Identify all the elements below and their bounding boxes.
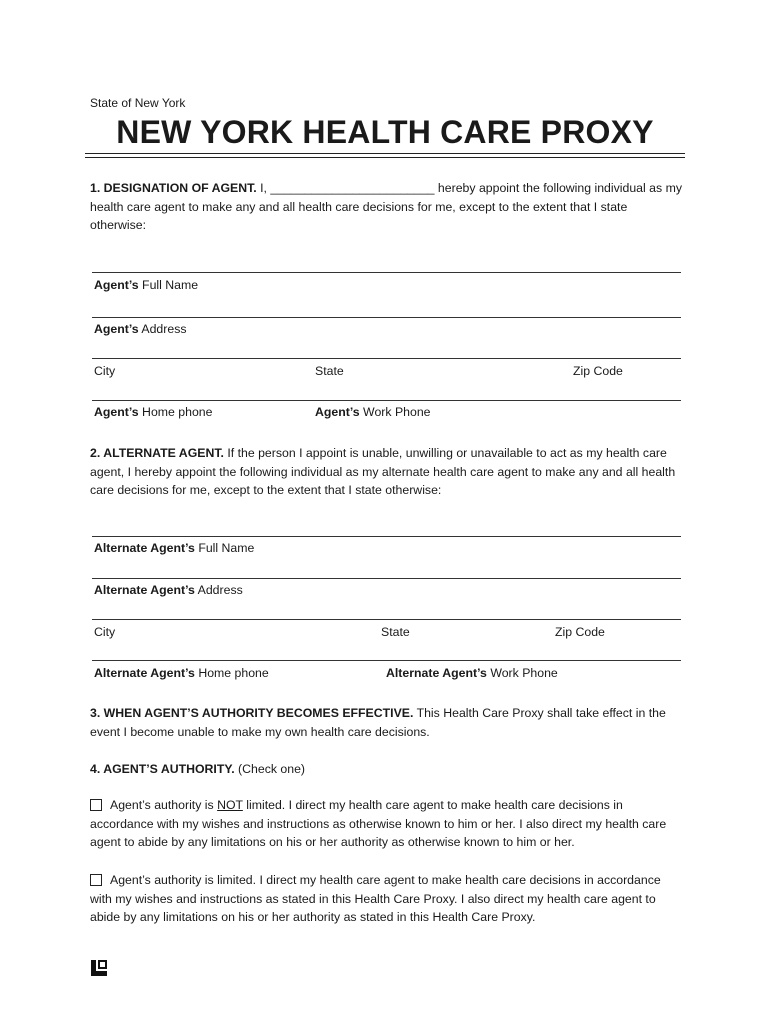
authority-option-limited — [90, 871, 682, 927]
state-label: State of New York — [90, 96, 186, 110]
designation-of-agent-paragraph — [90, 179, 682, 235]
agent-full-name-label — [94, 278, 198, 292]
label-text: Work Phone — [359, 405, 431, 419]
section-heading: 3. WHEN AGENT’S AUTHORITY BECOMES EFFECTIVE. — [90, 706, 414, 720]
alternate-city-state-zip-line[interactable] — [92, 619, 681, 620]
label-bold: Agent’s — [94, 322, 139, 336]
label-text: Address — [138, 322, 187, 336]
label-bold: Alternate Agent’s — [94, 666, 195, 680]
alternate-agent-text: If the person I appoint is unable, unwilling or unavailable to act as my health care agent, I hereby appoint the following individual as my alternate health care agent to make any and all health care decisions for me, except to the extent that I state otherwise: — [90, 446, 676, 498]
label-text: Home phone — [194, 666, 269, 680]
agent-work-phone-label — [315, 405, 431, 419]
alternate-full-name-label — [94, 541, 254, 555]
agent-city-state-zip-line[interactable] — [92, 358, 681, 359]
agent-zip-label: Zip Code — [573, 364, 623, 378]
designation-text: I, ________________________ hereby appoint the following individual as my health care agent to make any and all health care decisions for me, except to the extent that I state otherwise: — [90, 181, 682, 233]
alternate-home-phone-label — [94, 666, 269, 680]
alternate-address-label — [94, 583, 243, 597]
agent-phone-line[interactable] — [92, 400, 681, 401]
label-bold: Agent’s — [315, 405, 360, 419]
section-heading: 1. DESIGNATION OF AGENT. — [90, 181, 257, 195]
not-limited-checkbox[interactable] — [90, 799, 102, 811]
authority-option-not-limited — [90, 796, 682, 852]
agent-authority-heading — [90, 760, 682, 779]
alternate-agent-paragraph — [90, 444, 682, 500]
label-bold: Agent’s — [94, 278, 139, 292]
title-divider-secondary — [85, 157, 685, 158]
option-text: Agent’s authority is — [110, 798, 218, 812]
alternate-phone-line[interactable] — [92, 660, 681, 661]
section-heading: 4. AGENT’S AUTHORITY. — [90, 762, 235, 776]
page-title: NEW YORK HEALTH CARE PROXY — [116, 114, 654, 150]
label-text: Full Name — [138, 278, 199, 292]
agent-city-label: City — [94, 364, 116, 378]
agent-address-label — [94, 322, 187, 336]
option-text: Agent’s authority is limited. I direct my health care agent to make health care decisions in accordance with my wishes and instructions as stated in this Health Care Proxy. I also direct my health care agent to abide by any limitations on his or her authority as stated in this Health Care Proxy. — [90, 873, 661, 925]
label-bold: Alternate Agent’s — [94, 583, 195, 597]
document-logo-icon — [90, 959, 108, 977]
title-divider — [85, 153, 685, 154]
label-bold: Alternate Agent’s — [94, 541, 195, 555]
agent-address-line[interactable] — [92, 317, 681, 318]
agent-state-label: State — [315, 364, 344, 378]
check-one-text: (Check one) — [234, 762, 306, 776]
authority-effective-text: This Health Care Proxy shall take effect in the event I become unable to make my own health care decisions. — [90, 706, 666, 739]
label-text: Address — [194, 583, 243, 597]
agent-home-phone-label — [94, 405, 212, 419]
alternate-zip-label: Zip Code — [555, 625, 605, 639]
label-text: Work Phone — [486, 666, 558, 680]
alternate-city-label: City — [94, 625, 116, 639]
agent-full-name-line[interactable] — [92, 272, 681, 273]
alternate-state-label: State — [381, 625, 410, 639]
label-text: Full Name — [194, 541, 255, 555]
option-text: limited. I direct my health care agent to make health care decisions in accordance with my wishes and instructions as otherwise known to him or her. I also direct my health care agent to abide by any limitations on his or her authority as otherwise known to him or her. — [90, 798, 667, 850]
limited-checkbox[interactable] — [90, 874, 102, 886]
alternate-address-line[interactable] — [92, 578, 681, 579]
label-bold: Agent’s — [94, 405, 139, 419]
section-heading: 2. ALTERNATE AGENT. — [90, 446, 224, 460]
alternate-work-phone-label — [386, 666, 558, 680]
authority-effective-paragraph — [90, 704, 682, 741]
label-text: Home phone — [138, 405, 213, 419]
option-emphasis: NOT — [217, 798, 243, 812]
label-bold: Alternate Agent’s — [386, 666, 487, 680]
alternate-full-name-line[interactable] — [92, 536, 681, 537]
